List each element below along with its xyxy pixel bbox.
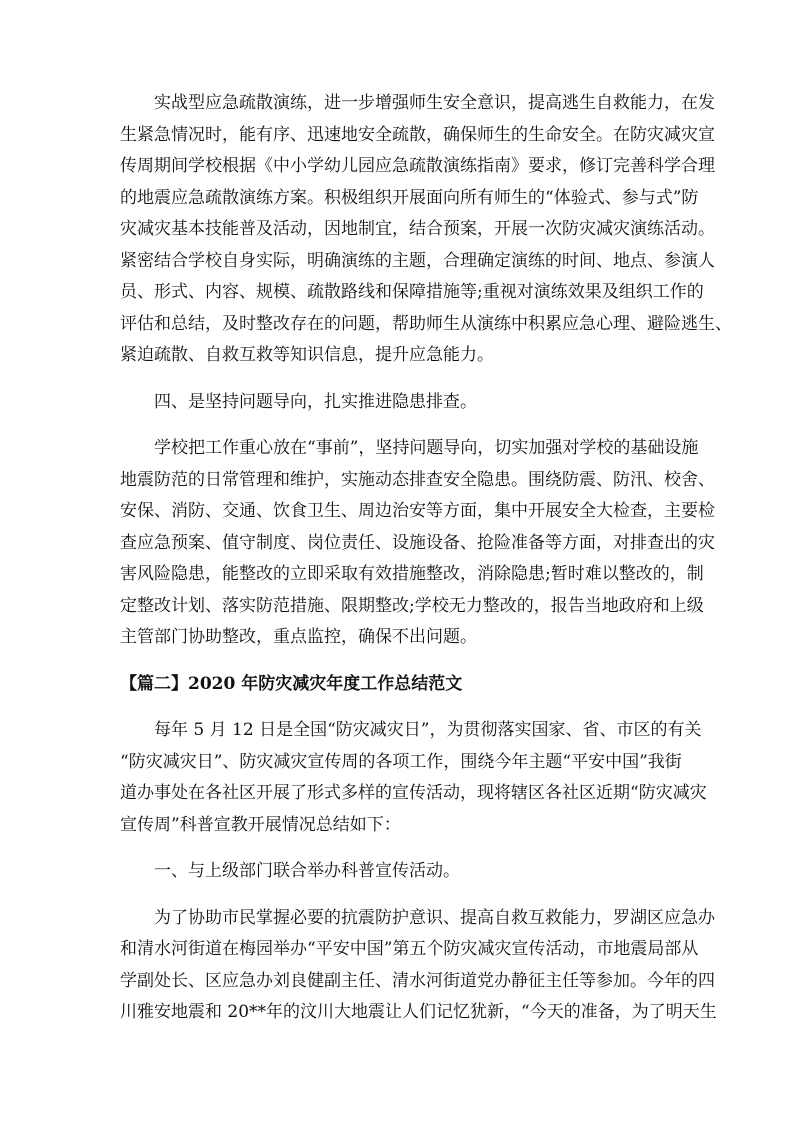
text-line: 宣传周”科普宣教开展情况总结如下： (120, 814, 401, 835)
text-line: 生紧急情况时，能有序、迅速地安全疏散，确保师生的生命安全。在防灾减灾宣 (120, 124, 715, 145)
text-line: 主管部门协助整改，重点监控，确保不出问题。 (120, 627, 477, 647)
text-line: 每年 5 月 12 日是全国“防灾减灾日”，为贯彻落实国家、省、市区的有关 (154, 720, 702, 740)
document-page (120, 88, 732, 1029)
paragraph-intro (120, 715, 707, 841)
text-line: 和清水河街道在梅园举办“平安中国”第五个防灾减灾宣传活动，市地震局部从 (120, 939, 699, 959)
text-line: 定整改计划、落实防范措施、限期整改;学校无力整改的，报告当地政府和上级 (120, 595, 704, 616)
text-line: 学副处长、区应急办刘良健副主任、清水河街道党办静征主任等参加。今年的四 (120, 970, 715, 991)
text-line: 员、形式、内容、规模、疏散路线和保障措施等;重视对演练效果及组织工作的 (120, 282, 704, 302)
text-line: 实战型应急疏散演练，进一步增强师生安全意识，提高逃生自救能力，在发 (154, 93, 715, 113)
paragraph-drill (120, 88, 732, 372)
text-line: 紧迫疏散、自救互救等知识信息，提升应急能力。 (120, 345, 494, 365)
section-heading-four: 四、是坚持问题导向，扎实推进隐患排查。 (154, 391, 477, 412)
text-line: 评估和总结，及时整改存在的问题，帮助师生从演练中积累应急心理、避险逃生、 (120, 313, 732, 334)
text-line: 地震防范的日常管理和维护，实施动态排查安全隐患。围绕防震、防汛、校舍、 (120, 469, 715, 490)
text-line: 紧密结合学校自身实际，明确演练的主题，合理确定演练的时间、地点、参演人 (120, 250, 715, 271)
text-line: 道办事处在各社区开展了形式多样的宣传活动，现将辖区各社区近期“防灾减灾 (120, 783, 707, 803)
text-line: “防灾减灾日”、防灾减灾宣传周的各项工作，围绕今年主题“平安中国”我街 (120, 751, 682, 772)
text-line: 传周期间学校根据《中小学幼儿园应急疏散演练指南》要求，修订完善科学合理 (120, 156, 715, 176)
text-line: 的地震应急疏散演练方案。积极组织开展面向所有师生的“体验式、参与式”防 (120, 187, 699, 208)
section-heading-one: 一、与上级部门联合举办科普宣传活动。 (154, 861, 460, 881)
paragraph-hazard-check (120, 433, 715, 654)
text-line: 害风险隐患，能整改的立即采取有效措施整改，消除隐患;暂时难以整改的，制 (120, 564, 704, 584)
text-line: 安保、消防、交通、饮食卫生、周边治安等方面，集中开展安全大检查，主要检 (120, 501, 715, 521)
text-line: 川雅安地震和 20**年的汶川大地震让人们记忆犹新，“今天的准备，为了明天生 (120, 1002, 717, 1022)
article-title: 【篇二】2020 年防灾减灾年度工作总结范文 (120, 673, 463, 694)
text-line: 灾减灾基本技能普及活动，因地制宜，结合预案，开展一次防灾减灾演练活动。 (120, 219, 715, 239)
text-line: 为了协助市民掌握必要的抗震防护意识、提高自救互救能力，罗湖区应急办 (154, 907, 715, 928)
text-line: 学校把工作重心放在“事前”，坚持问题导向，切实加强对学校的基础设施 (154, 438, 699, 458)
paragraph-joint-activity (120, 903, 717, 1029)
text-line: 查应急预案、值守制度、岗位责任、设施设备、抢险准备等方面，对排查出的灾 (120, 532, 715, 553)
